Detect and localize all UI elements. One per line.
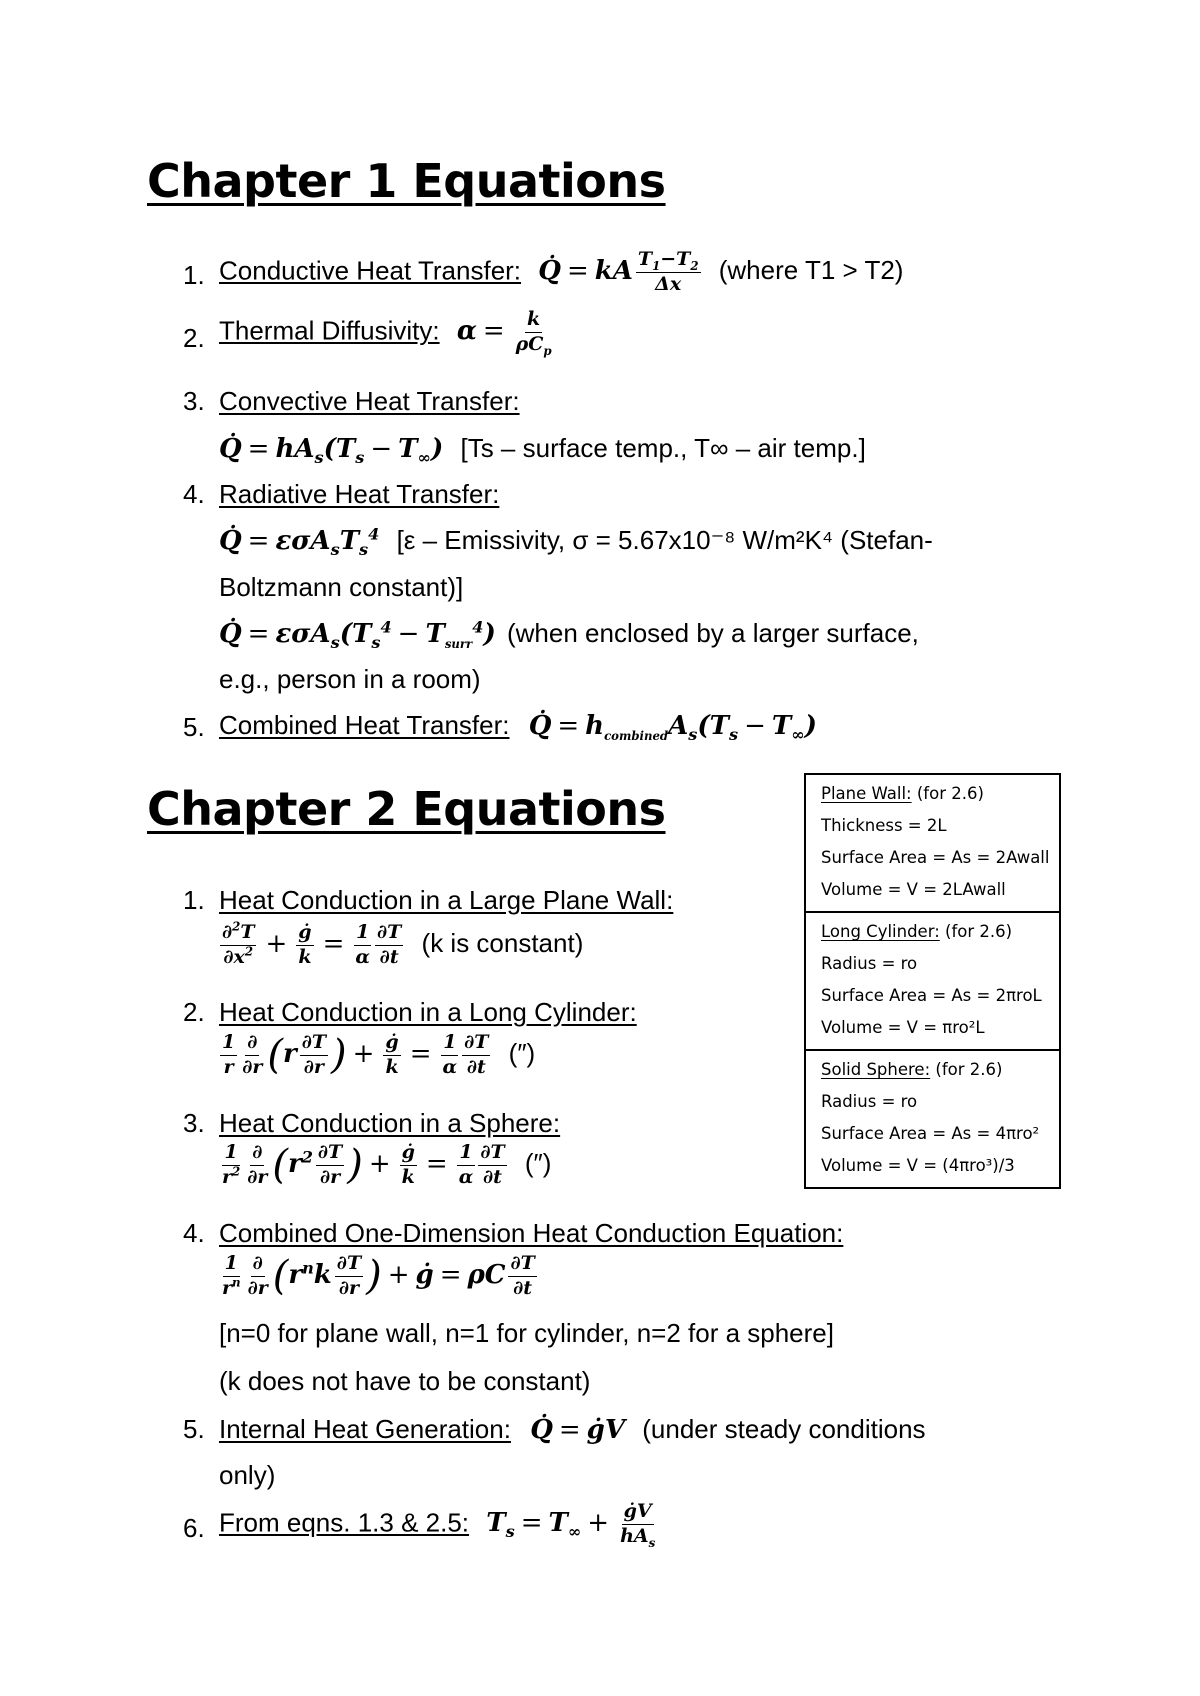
item-label: Internal Heat Generation: — [219, 1414, 511, 1444]
internal-heat-generation-line — [219, 1416, 926, 1443]
equation-internal-generation: Q̇ = ġV — [530, 1415, 626, 1445]
item-label: Conductive Heat Transfer: — [219, 255, 522, 286]
equation-combined: Q̇ = $h_{combined}A_s(T_s - T_\infty)$ — [528, 711, 817, 745]
combined-heat-transfer-line — [219, 710, 817, 745]
long-cylinder-label-line — [219, 999, 637, 1025]
conductive-heat-transfer-line — [219, 250, 903, 295]
item-note: (when enclosed by a larger surface, — [506, 618, 919, 648]
item-number: 5. — [183, 1414, 205, 1444]
combined-conduction-note2: (k does not have to be constant) — [219, 1366, 591, 1396]
item-number: 2. — [183, 323, 205, 353]
item-label: Combined One-Dimension Heat Conduction Equation: — [219, 1218, 844, 1248]
section-ref: (for 2.6) — [935, 1060, 1003, 1079]
item-label: Heat Conduction in a Long Cylinder: — [219, 997, 637, 1027]
section-title: Plane Wall: — [821, 784, 912, 803]
plane-thickness: Thickness = 2L — [821, 816, 947, 835]
plane-volume: Volume = V = 2LAwall — [821, 880, 1006, 899]
sphere-label-line — [219, 1110, 560, 1136]
cylinder-surface-area: Surface Area = As = 2πroL — [821, 986, 1042, 1005]
item-number: 5. — [183, 712, 205, 742]
equation-radiative-enclosed: Q̇ = $\varepsilon\sigma A_s(T_s^4 - T_{surr}^4)$ — [219, 617, 496, 653]
cylinder-radius: Radius = ro — [821, 954, 918, 973]
radiative-eq2-line — [219, 617, 919, 653]
item-number: 6. — [183, 1513, 205, 1543]
sphere-radius: Radius = ro — [821, 1092, 918, 1111]
equation-plane-wall: $\frac{\partial^2T}{\partial x^2}$ + $\frac{ġ}{k}$ = $\frac{1}{\alpha}$ $\frac{\partial T}{\partial t}$ — [222, 919, 402, 968]
thermal-diffusivity-line — [219, 308, 557, 358]
item-note: (″) — [524, 1148, 552, 1179]
equation-convective: Q̇ = $hA_s(T_s - T_\infty)$ — [219, 434, 444, 468]
item-note: (k is constant) — [421, 928, 584, 959]
geometry-reference-box — [804, 773, 1061, 1189]
item-number: 4. — [183, 479, 205, 509]
item-note: [ε – Emissivity, σ = 5.67x10⁻⁸ W/m²K⁴ (Stefan- — [396, 525, 933, 555]
radiative-eq1-line — [219, 524, 933, 560]
item-note: (″) — [508, 1038, 536, 1069]
section-ref: (for 2.6) — [945, 922, 1013, 941]
item-label: Heat Conduction in a Sphere: — [219, 1108, 561, 1138]
radiative-note-cont2: e.g., person in a room) — [219, 664, 481, 694]
equation-cylinder: $\frac{1}{r}$ $\frac{\partial}{\partial r}$ (r $\frac{\partial T}{\partial r}$ ) + $\frac{ġ}{k}$ = $\frac{1}{\alpha}$ $\frac{\partial T}{\partial t}$ — [222, 1031, 489, 1079]
equation-diffusivity: α = $\frac{k}{\rho C_p}$ — [456, 308, 552, 358]
item-label: Heat Conduction in a Large Plane Wall: — [219, 885, 674, 915]
equation-combined-conduction: $\frac{1}{r^n}$ $\frac{\partial}{\partial r}$ ($r^nk$ $\frac{\partial T}{\partial r}$ ) + ġ = ρC $\frac{\partial T}{\partial t}$ — [222, 1252, 535, 1300]
combined-conduction-label-line — [219, 1220, 843, 1246]
item-number: 2. — [183, 997, 205, 1027]
item-label: From eqns. 1.3 & 2.5: — [219, 1507, 470, 1538]
section-title: Long Cylinder: — [821, 922, 940, 941]
item-number: 3. — [183, 1108, 205, 1138]
sphere-volume: Volume = V = (4πro³)/3 — [821, 1156, 1015, 1175]
equation-radiative: Q̇ = $\varepsilon\sigma A_sT_s^4$ — [219, 524, 380, 560]
equation-conductive: Q̇ = kA $\frac{T_1-T_2}{\Delta x}$ — [538, 248, 699, 295]
long-cylinder-section — [806, 913, 1059, 1051]
item-note: [Ts – surface temp., T∞ – air temp.] — [460, 433, 866, 463]
section-title: Solid Sphere: — [821, 1060, 931, 1079]
plane-wall-label-line — [219, 887, 673, 913]
item-label: Combined Heat Transfer: — [219, 710, 510, 740]
sphere-eq-line — [217, 1143, 551, 1188]
combined-conduction-note: [n=0 for plane wall, n=1 for cylinder, n=2 for a sphere] — [219, 1318, 834, 1348]
item-label: Radiative Heat Transfer: — [219, 479, 500, 509]
chapter1-title: Chapter 1 Equations — [147, 154, 666, 208]
convective-heat-transfer-label-line — [219, 388, 520, 414]
surface-temperature-line — [219, 1500, 660, 1550]
item-label: Thermal Diffusivity: — [219, 315, 440, 346]
item-number: 4. — [183, 1218, 205, 1248]
combined-conduction-eq-line — [217, 1254, 540, 1299]
long-cylinder-eq-line — [217, 1033, 535, 1078]
equation-surface-temperature: $T_s = T_\infty$ + $\frac{ġV}{hA_s}$ — [486, 1500, 656, 1550]
internal-heat-generation-note2: only) — [219, 1460, 276, 1490]
item-number: 1. — [183, 885, 205, 915]
item-note: (where T1 > T2) — [718, 255, 904, 286]
item-note: (under steady conditions — [642, 1414, 926, 1444]
section-ref: (for 2.6) — [916, 784, 984, 803]
cylinder-volume: Volume = V = πro²L — [821, 1018, 985, 1037]
convective-heat-transfer-eq-line — [219, 433, 866, 468]
equation-sphere: $\frac{1}{r^2}$ $\frac{\partial}{\partial r}$ ($r^2$ $\frac{\partial T}{\partial r}$ ) + $\frac{ġ}{k}$ = $\frac{1}{\alpha}$ $\frac{\partial T}{\partial t}$ — [222, 1141, 505, 1189]
plane-surface-area: Surface Area = As = 2Awall — [821, 848, 1050, 867]
item-label: Convective Heat Transfer: — [219, 386, 520, 416]
item-number: 3. — [183, 386, 205, 416]
plane-wall-eq-line — [217, 919, 584, 968]
sphere-surface-area: Surface Area = As = 4πro² — [821, 1124, 1040, 1143]
item-number: 1. — [183, 260, 205, 290]
radiative-note-cont: Boltzmann constant)] — [219, 572, 464, 602]
plane-wall-section — [806, 775, 1059, 913]
radiative-heat-transfer-label-line — [219, 481, 499, 507]
solid-sphere-section — [806, 1051, 1059, 1189]
chapter2-title: Chapter 2 Equations — [147, 782, 666, 836]
